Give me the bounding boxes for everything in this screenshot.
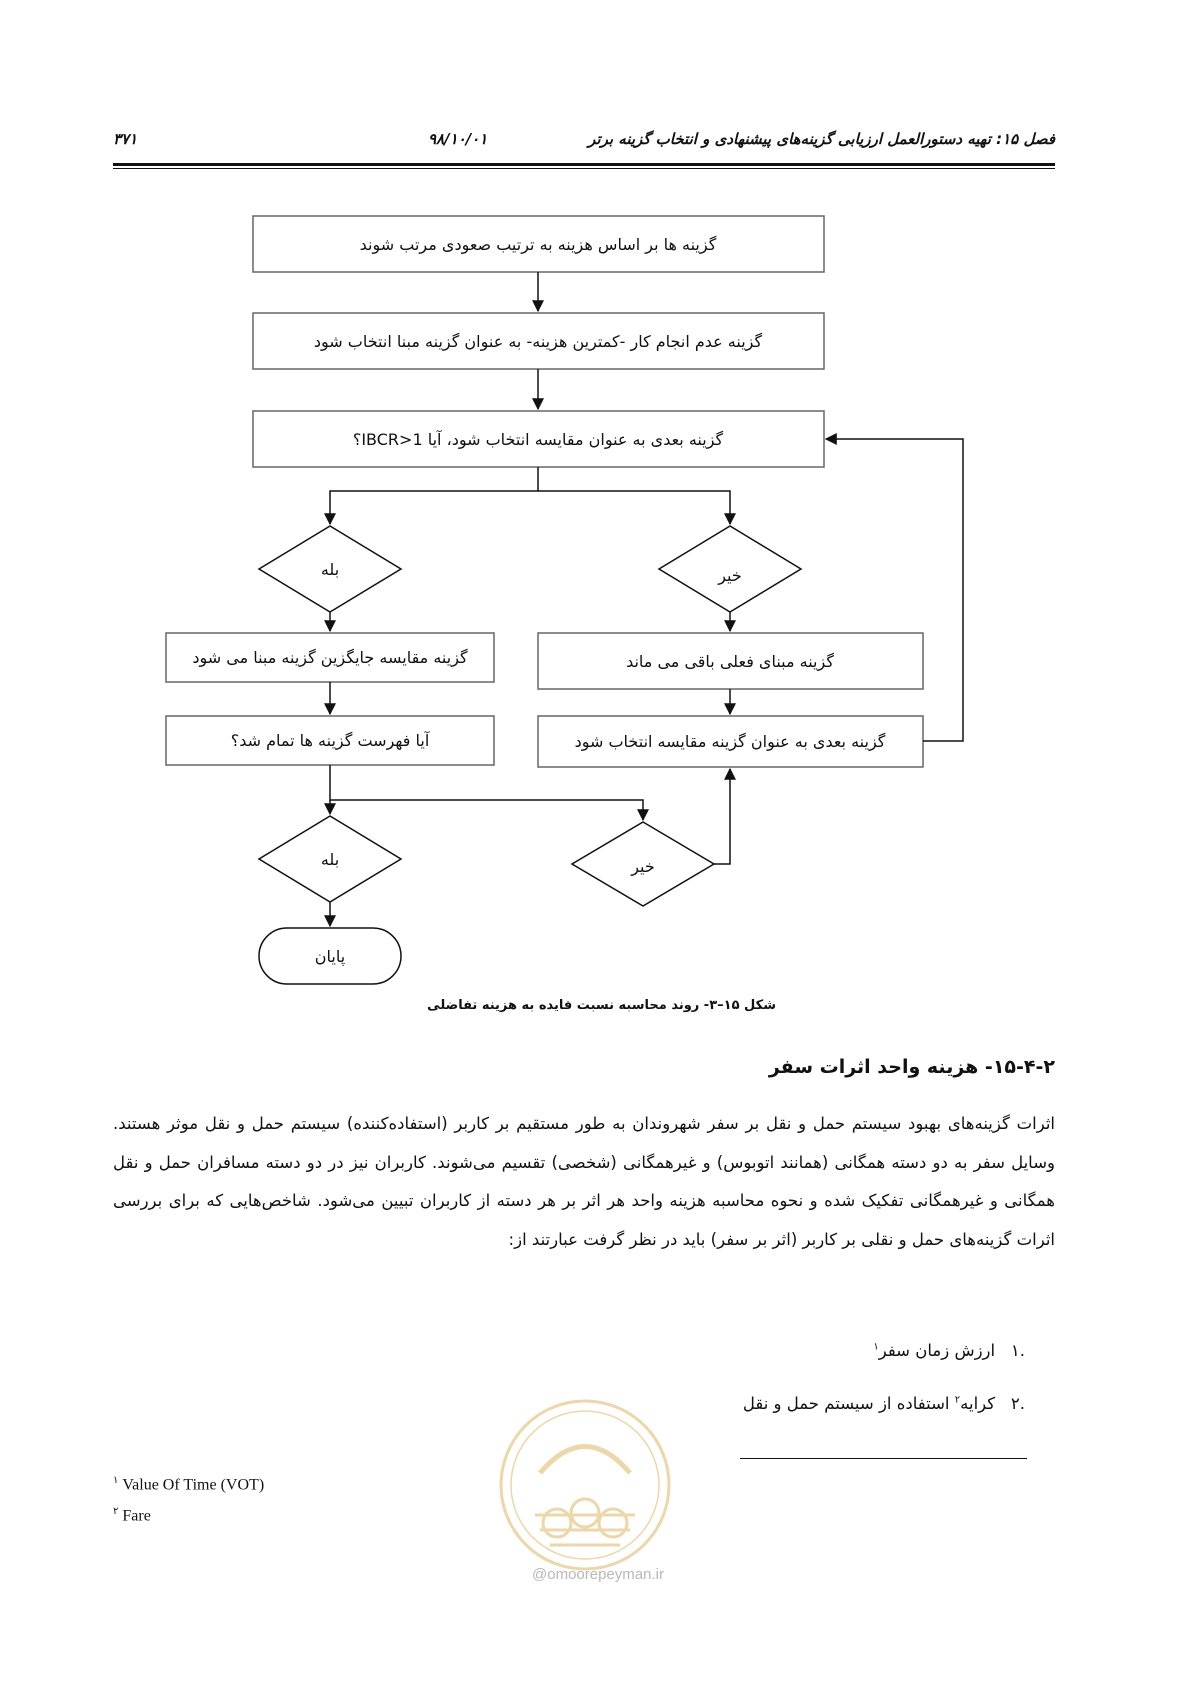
yes2-label: بله: [320, 850, 340, 869]
list-item-1-number: .۱: [1010, 1341, 1025, 1360]
footnote-2-text: Fare: [122, 1507, 151, 1525]
list-item-2-number: .۲: [1010, 1394, 1025, 1413]
no1-label: خیر: [718, 566, 742, 585]
no2-label: خیر: [631, 857, 655, 876]
next-option-label: گزینه بعدی به عنوان گزینه مقایسه انتخاب شود: [574, 732, 886, 751]
step-base-label: گزینه عدم انجام کار -کمترین هزینه- به عنوان گزینه مبنا انتخاب شود: [313, 332, 763, 351]
section-heading: ۱۵-۴-۲- هزینه واحد اثرات سفر: [768, 1056, 1055, 1078]
list-item-2: [743, 1394, 1025, 1413]
list-item-1: [873, 1341, 1025, 1360]
footnote-ref-1: ۱: [873, 1341, 879, 1353]
watermark-text: @omoorepeyman.ir: [532, 1566, 664, 1583]
watermark-logo-icon: [495, 1395, 675, 1575]
list-item-2-text-a: کرایه: [960, 1394, 996, 1413]
list-item-1-text: ارزش زمان سفر: [878, 1341, 996, 1360]
chapter-header: فصل ۱۵: تهیه دستورالعمل ارزیابی گزینه‌های پیشنهادی و انتخاب گزینه برتر: [588, 130, 1055, 148]
yes1-label: بله: [320, 560, 340, 579]
page-number: ۳۷۱: [113, 130, 138, 148]
footnote-1-text: Value Of Time (VOT): [122, 1476, 265, 1494]
footnote-2: [113, 1506, 151, 1525]
footnote-rule: [740, 1458, 1027, 1459]
keep-base-label: گزینه مبنای فعلی باقی می ماند: [626, 652, 834, 671]
step-compare-label: گزینه بعدی به عنوان مقایسه انتخاب شود، آیا IBCR>1؟: [352, 430, 724, 449]
list-done-label: آیا فهرست گزینه ها تمام شد؟: [230, 731, 430, 750]
step-sort-label: گزینه ها بر اساس هزینه به ترتیب صعودی مرتب شوند: [359, 235, 717, 254]
header-date: ۹۸/۱۰/۰۱: [428, 130, 488, 148]
end-label: پایان: [314, 947, 346, 966]
footnote-2-mark: ۲: [113, 1506, 119, 1517]
figure-caption: شکل ۱۵–۳- روند محاسبه نسبت فایده به هزینه تفاضلی: [427, 998, 776, 1013]
list-item-2-text-b: استفاده از سیستم حمل و نقل: [742, 1394, 955, 1413]
footnote-1-mark: ۱: [113, 1475, 119, 1486]
footnote-ref-2: ۲: [954, 1394, 961, 1406]
footnote-1: [113, 1475, 264, 1494]
body-paragraph: اثرات گزینه‌های بهبود سیستم حمل و نقل بر سفر شهروندان به طور مستقیم بر کاربر (استفاده‌کننده) سیستم حمل و نقل موثر هستند. وسایل سفر به دو دسته همگانی (همانند اتوبوس) و غیرهمگانی (شخصی) تقسیم می‌شوند. کاربران نیز در دو دسته مسافران حمل و نقل همگانی و غیرهمگانی تفکیک شده و نحوه محاسبه هزینه واحد هر اثر بر هر دسته از کاربران تبیین می‌شود. شاخص‌هایی که برای بررسی اثرات گزینه‌های حمل و نقلی بر کاربر (اثر بر سفر) باید در نظر گرفت عبارتند از:: [113, 1114, 1055, 1249]
replace-base-label: گزینه مقایسه جایگزین گزینه مبنا می شود: [192, 648, 468, 667]
